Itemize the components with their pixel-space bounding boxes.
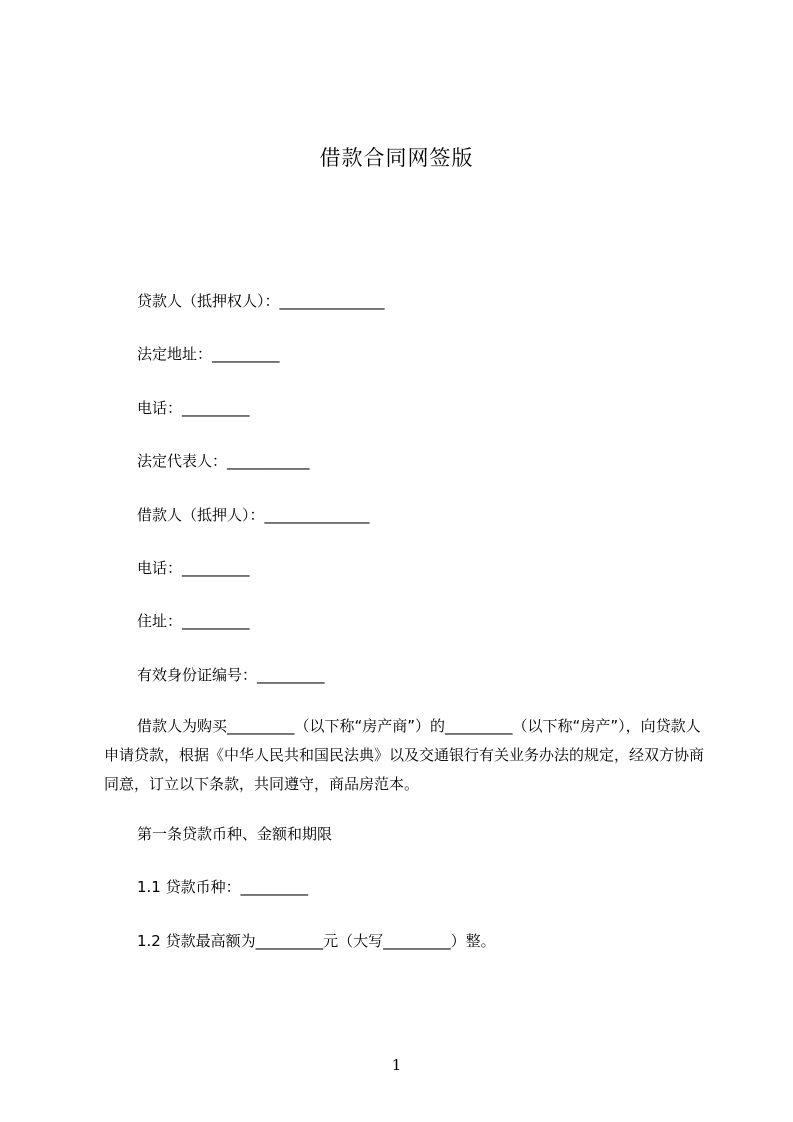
borrower-field: 借款人（抵押人）：______________ (137, 506, 370, 524)
residence-field: 住址：_________ (137, 612, 250, 630)
id-number-field: 有效身份证编号：_________ (137, 666, 325, 684)
legal-representative-field: 法定代表人：___________ (137, 452, 310, 470)
lender-phone-field: 电话：_________ (137, 399, 250, 417)
clause-1-2: 1.2 贷款最高额为_________元（大写_________）整。 (137, 932, 496, 950)
lender-field: 贷款人（抵押权人）：______________ (137, 292, 385, 310)
clause-1-1: 1.1 贷款币种：_________ (137, 878, 309, 896)
page-number: 1 (391, 1056, 402, 1074)
borrower-phone-field: 电话：_________ (137, 559, 250, 577)
intro-paragraph: 借款人为购买_________（以下称“房产商”）的_________（以下称“房产”），向贷款人申请贷款，根据《中华人民共和国民法典》以及交通银行有关业务办法的规定，经双方协商同意，订立以下条款，共同遵守，商品房范本。 (104, 717, 705, 793)
document-title: 借款合同网签版 (319, 146, 474, 170)
legal-address-field: 法定地址：_________ (137, 345, 280, 363)
section-heading: 第一条贷款币种、金额和期限 (137, 825, 333, 843)
